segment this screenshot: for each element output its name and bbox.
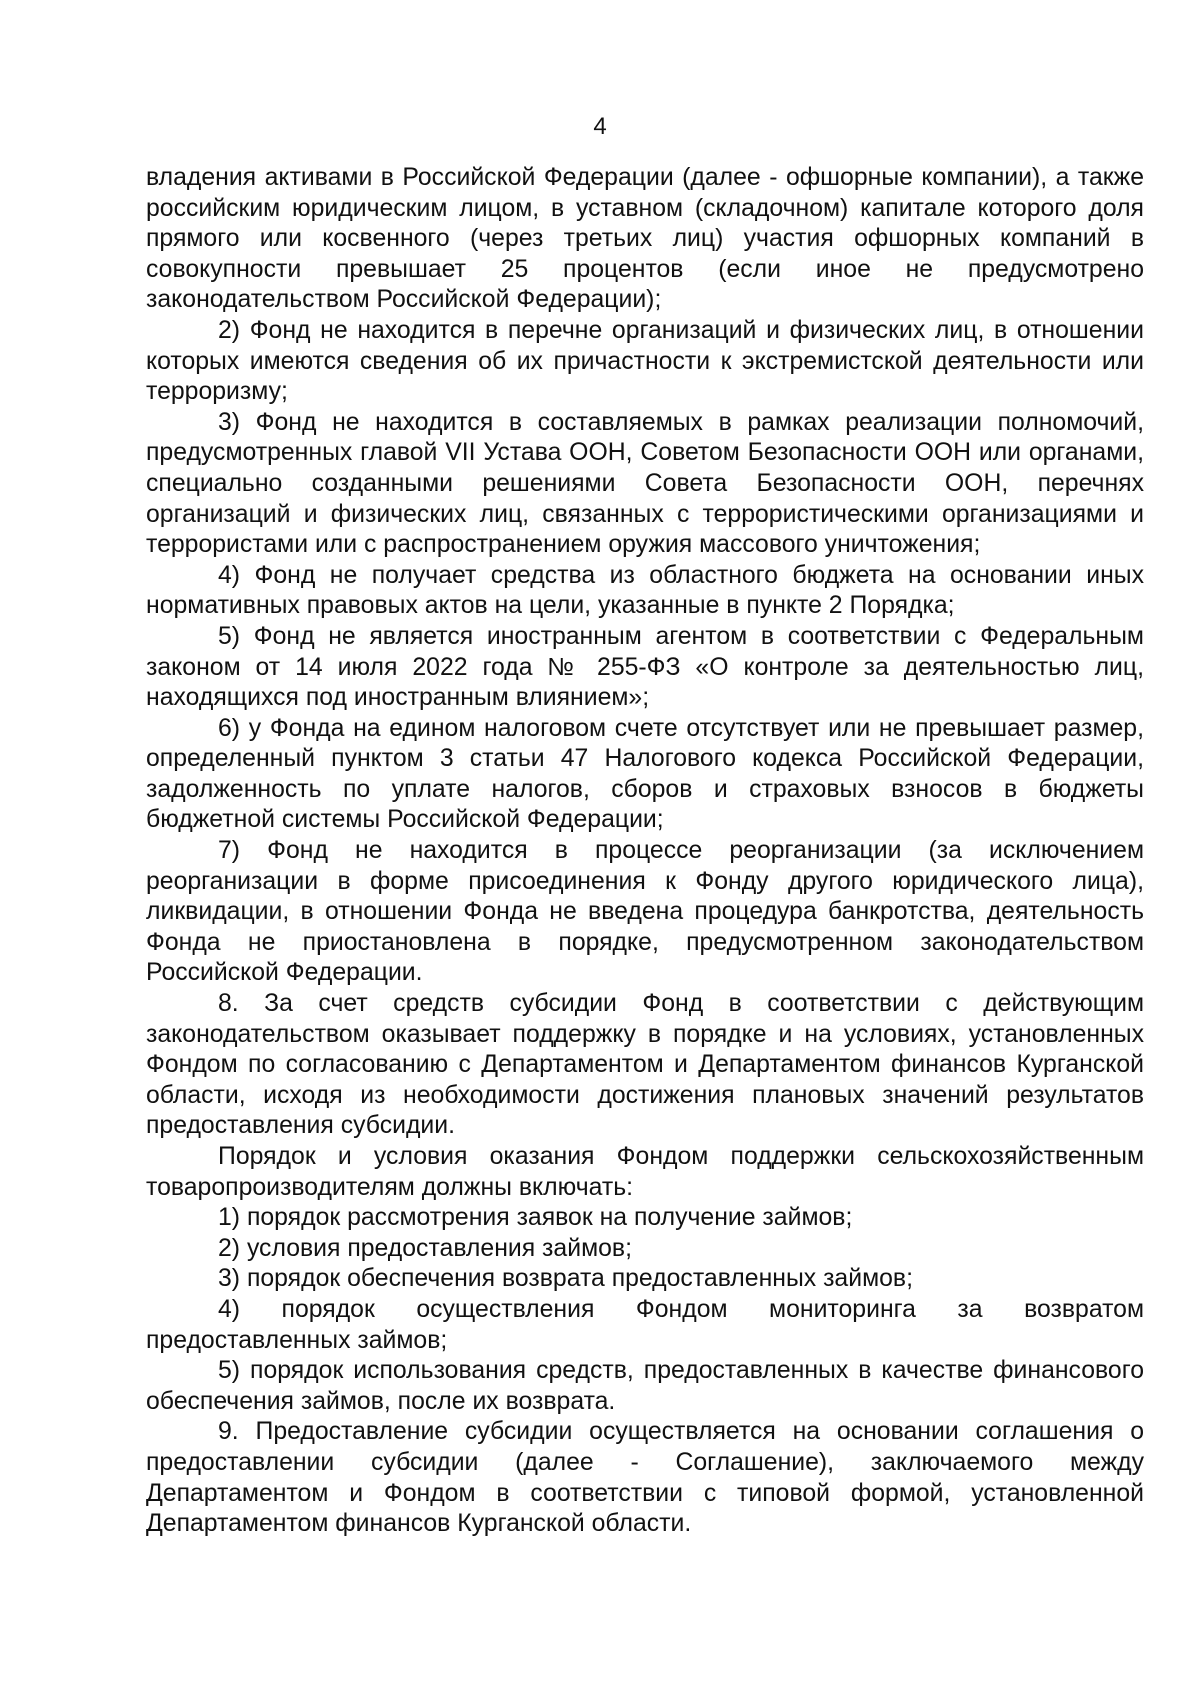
paragraph-item-5-foreign-agent: 5) Фонд не является иностранным агентом в соответствии с Федеральным законом от 14 июля 2022 года № 255-ФЗ «О контроле за деятельностью лиц, находящихся под иностранным влиянием»; — [146, 622, 1144, 712]
paragraph-clause-8-support: 8. За счет средств субсидии Фонд в соответствии с действующим законодательством оказывает поддержку в порядке и на условиях, установленных Фондом по согласованию с Департаментом и Департаментом финансов Курганской области, исходя из необходимости достижения плановых значений результатов предоставления субсидии. — [146, 990, 1144, 1140]
list-item-loan-return-security: 3) порядок обеспечения возврата предоставленных займов; — [218, 1265, 913, 1293]
paragraph-item-7-reorganization: 7) Фонд не находится в процессе реорганизации (за исключением реорганизации в форме присоединения к Фонду другого юридического лица), ликвидации, в отношении Фонда не введена процедура банкротства, деятельность Фонда не приостановлена в порядке, предусмотренном законодательством Российской Федерации. — [146, 837, 1144, 987]
paragraph-offshore-continuation: владения активами в Российской Федерации (далее - офшорные компании), а также российским юридическим лицом, в уставном (складочном) капитале которого доля прямого или косвенного (через третьих лиц) участия офшорных компаний в совокупности превышает 25 процентов (если иное не предусмотрено законодательством Российской Федерации); — [146, 164, 1144, 314]
list-item-loan-applications: 1) порядок рассмотрения заявок на получение займов; — [218, 1204, 853, 1232]
list-item-funds-use-after-return: 5) порядок использования средств, предоставленных в качестве финансового обеспечения займов, после их возврата. — [146, 1357, 1144, 1415]
paragraph-item-3-un-lists: 3) Фонд не находится в составляемых в рамках реализации полномочий, предусмотренных главой VII Устава ООН, Советом Безопасности ООН или органами, специально созданными решениями Совета Безопасности ООН, перечнях организаций и физических лиц, связанных с террористическими организациями и террористами или с распространением оружия массового уничтожения; — [146, 408, 1144, 559]
document-body — [146, 163, 1144, 1540]
paragraph-item-6-tax-debt: 6) у Фонда на едином налоговом счете отсутствует или не превышает размер, определенный пунктом 3 статьи 47 Налогового кодекса Российской Федерации, задолженность по уплате налогов, сборов и страховых взносов в бюджеты бюджетной системы Российской Федерации; — [146, 714, 1144, 834]
paragraph-item-2-extremism: 2) Фонд не находится в перечне организаций и физических лиц, в отношении которых имеются сведения об их причастности к экстремистской деятельности или терроризму; — [146, 316, 1144, 406]
paragraph-item-4-budget-funds: 4) Фонд не получает средства из областного бюджета на основании иных нормативных правовых актов на цели, указанные в пункте 2 Порядка; — [146, 561, 1144, 620]
list-item-loan-conditions: 2) условия предоставления займов; — [218, 1234, 632, 1262]
list-item-loan-monitoring: 4) порядок осуществления Фондом мониторинга за возвратом предоставленных займов; — [146, 1295, 1144, 1354]
page-number: 4 — [593, 113, 607, 140]
paragraph-clause-9-agreement: 9. Предоставление субсидии осуществляется на основании соглашения о предоставлении субсидии (далее - Соглашение), заключаемого между Департаментом и Фондом в соответствии с типовой формой, установленной Департаментом финансов Курганской области. — [146, 1418, 1144, 1538]
paragraph-support-conditions-intro: Порядок и условия оказания Фондом поддержки сельскохозяйственным товаропроизводителям должны включать: — [146, 1143, 1144, 1201]
